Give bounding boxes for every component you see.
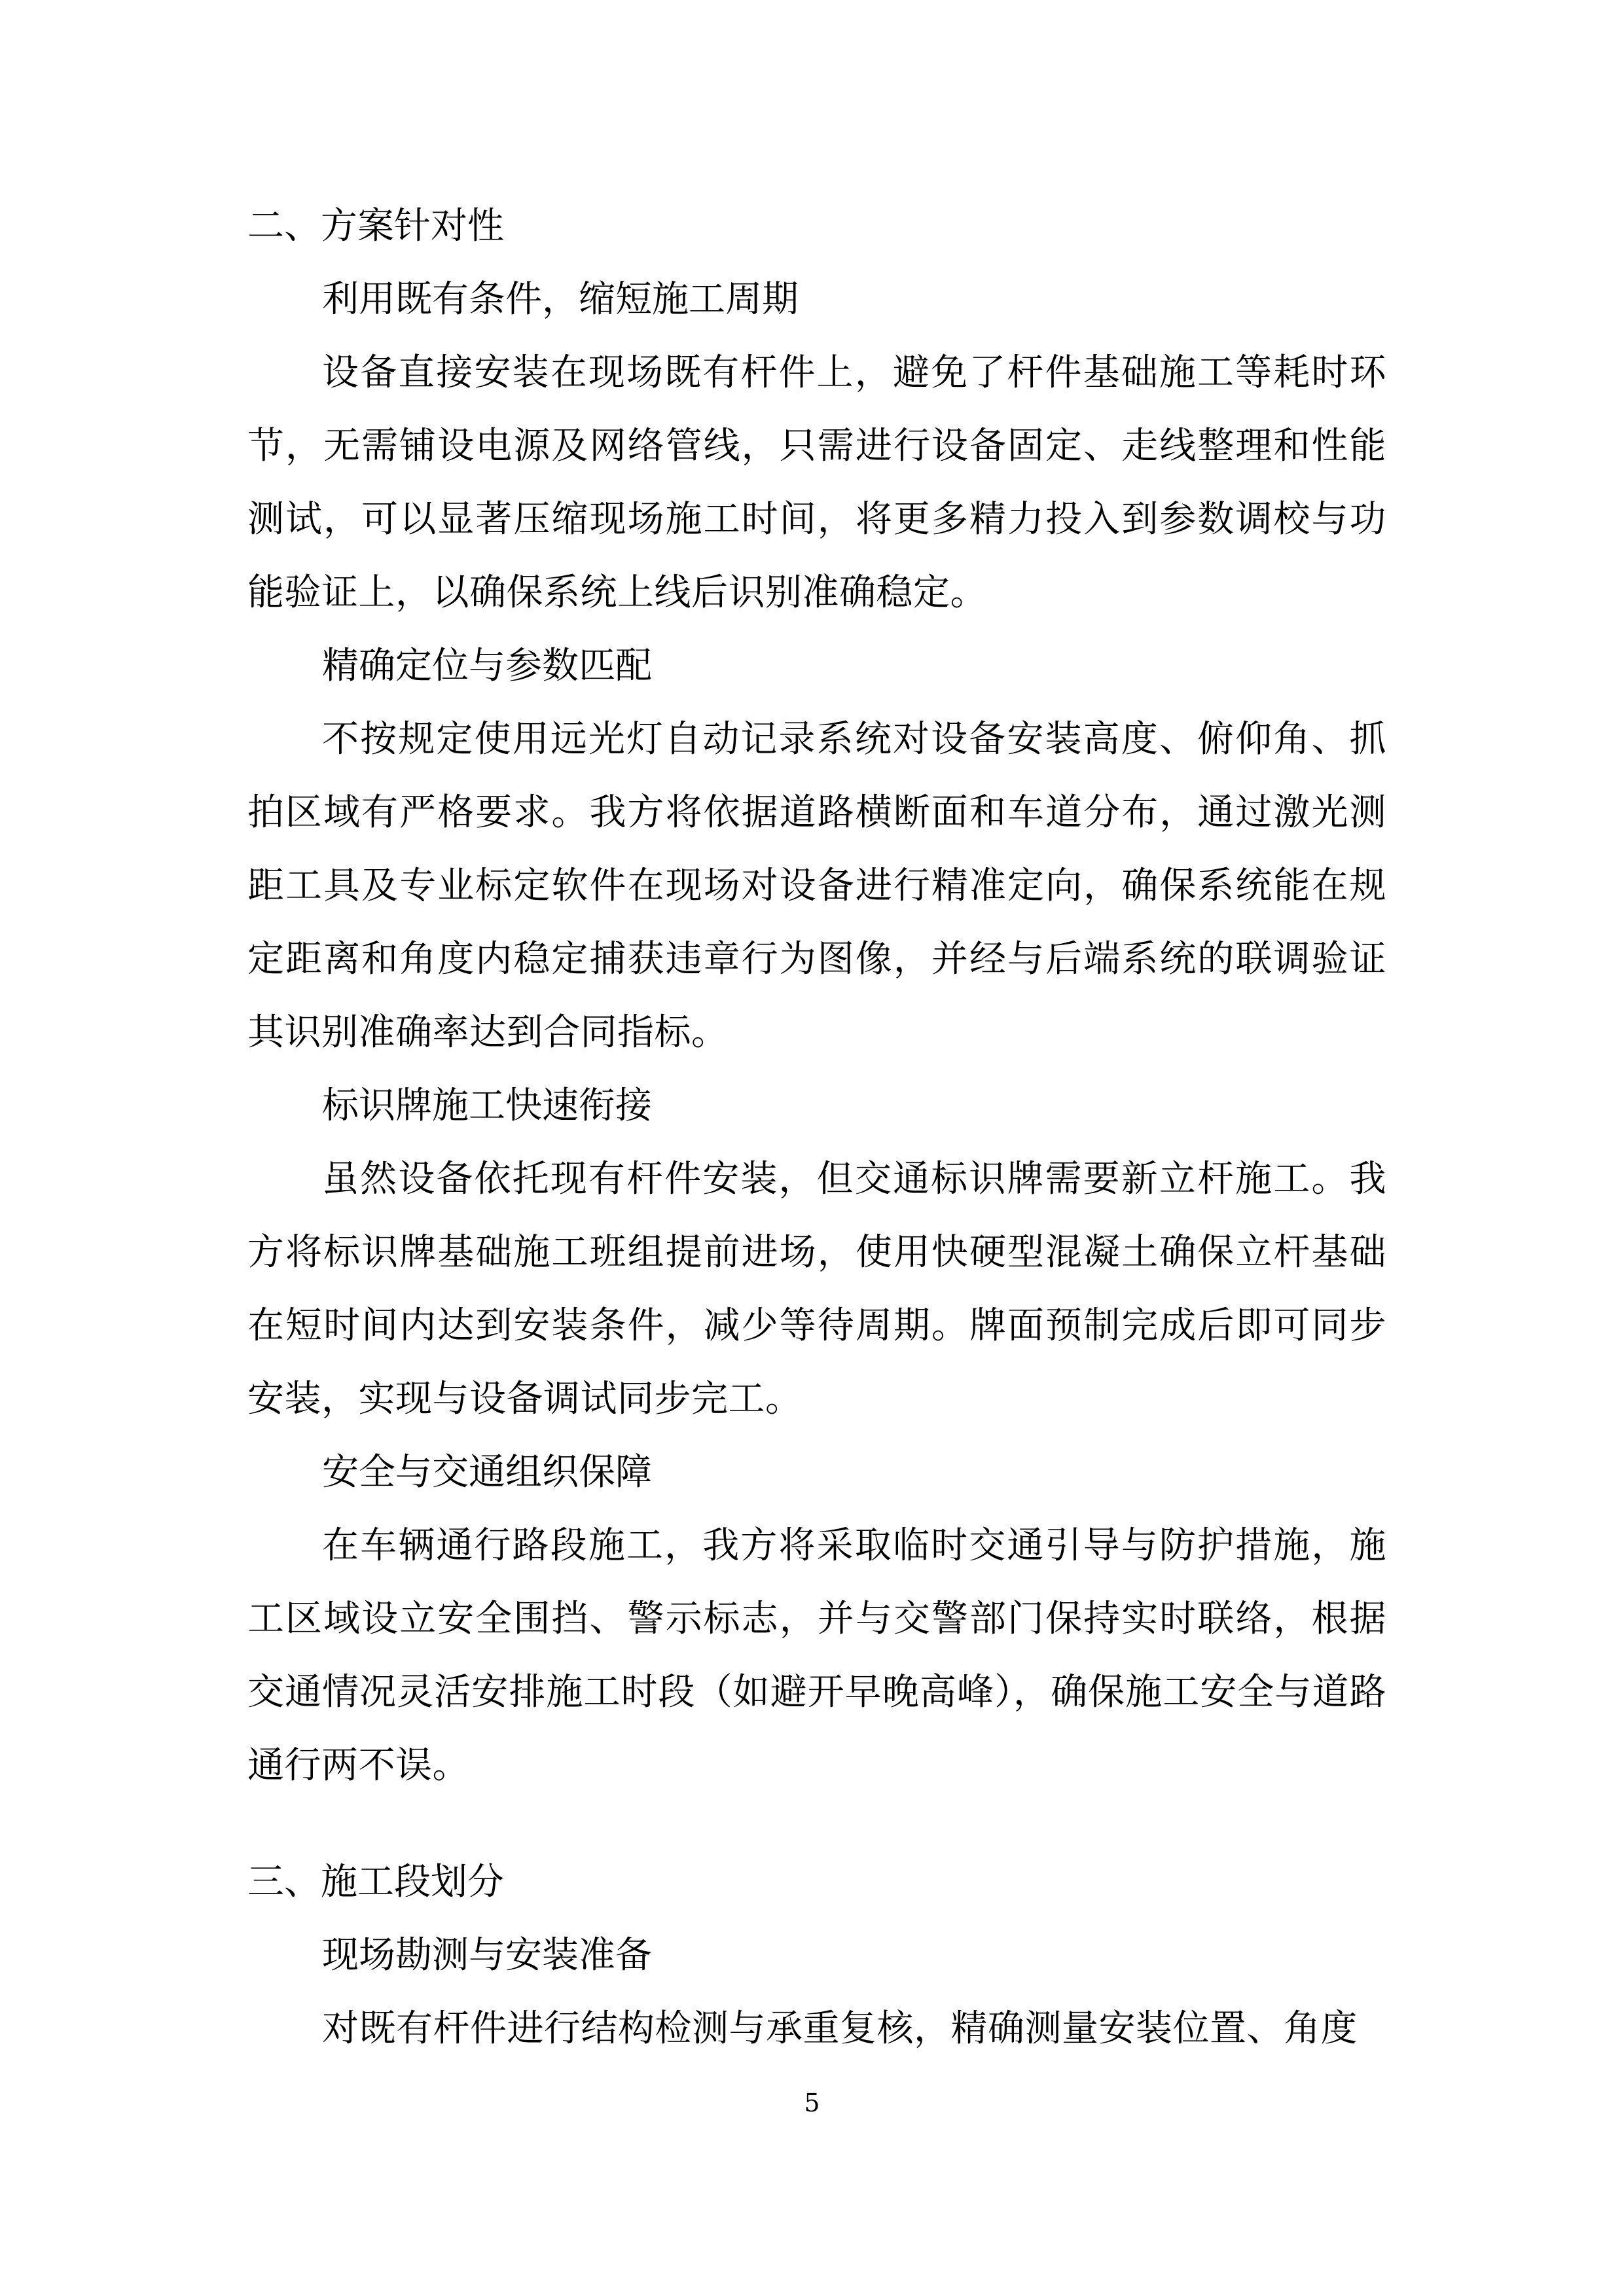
section-spacer (247, 1803, 1386, 1846)
item-paragraph: 不按规定使用远光灯自动记录系统对设备安装高度、俯仰角、抓拍区域有严格要求。我方将依据道路横断面和车道分布，通过激光测距工具及专业标定软件在现场对设备进行精准定向，确保系统能在规定距离和角度内稳定捕获违章行为图像，并经与后端系统的联调验证其识别准确率达到合同指标。 (247, 718, 1386, 1054)
item-title: 精确定位与参数匹配 (322, 645, 652, 687)
item-title: 利用既有条件，缩短施工周期 (322, 278, 799, 321)
item-title: 标识牌施工快速衔接 (322, 1085, 652, 1127)
item-title: 现场勘测与安装准备 (322, 1934, 652, 1977)
section-construction-division (247, 1846, 1386, 2066)
section-heading: 二、方案针对性 (247, 205, 504, 247)
item-paragraph: 在车辆通行路段施工，我方将采取临时交通引导与防护措施，施工区域设立安全围挡、警示标志，并与交警部门保持实时联络，根据交通情况灵活安排施工时段（如避开早晚高峰），确保施工安全与道路通行两不误。 (247, 1524, 1386, 1787)
item-paragraph: 设备直接安装在现场既有杆件上，避免了杆件基础施工等耗时环节，无需铺设电源及网络管线，只需进行设备固定、走线整理和性能测试，可以显著压缩现场施工时间，将更多精力投入到参数调校与功能验证上，以确保系统上线后识别准确稳定。 (247, 351, 1386, 614)
item-title: 安全与交通组织保障 (322, 1451, 652, 1494)
page-number: 5 (804, 2089, 820, 2117)
item-paragraph: 虽然设备依托现有杆件安装，但交通标识牌需要新立杆施工。我方将标识牌基础施工班组提前进场，使用快硬型混凝土确保立杆基础在短时间内达到安装条件，减少等待周期。牌面预制完成后即可同步安装，实现与设备调试同步完工。 (247, 1158, 1386, 1420)
section-heading: 三、施工段划分 (247, 1861, 504, 1903)
document-body (247, 190, 1386, 2066)
item-paragraph: 对既有杆件进行结构检测与承重复核，精确测量安装位置、角度 (322, 2007, 1358, 2050)
section-targeting (247, 190, 1386, 1803)
